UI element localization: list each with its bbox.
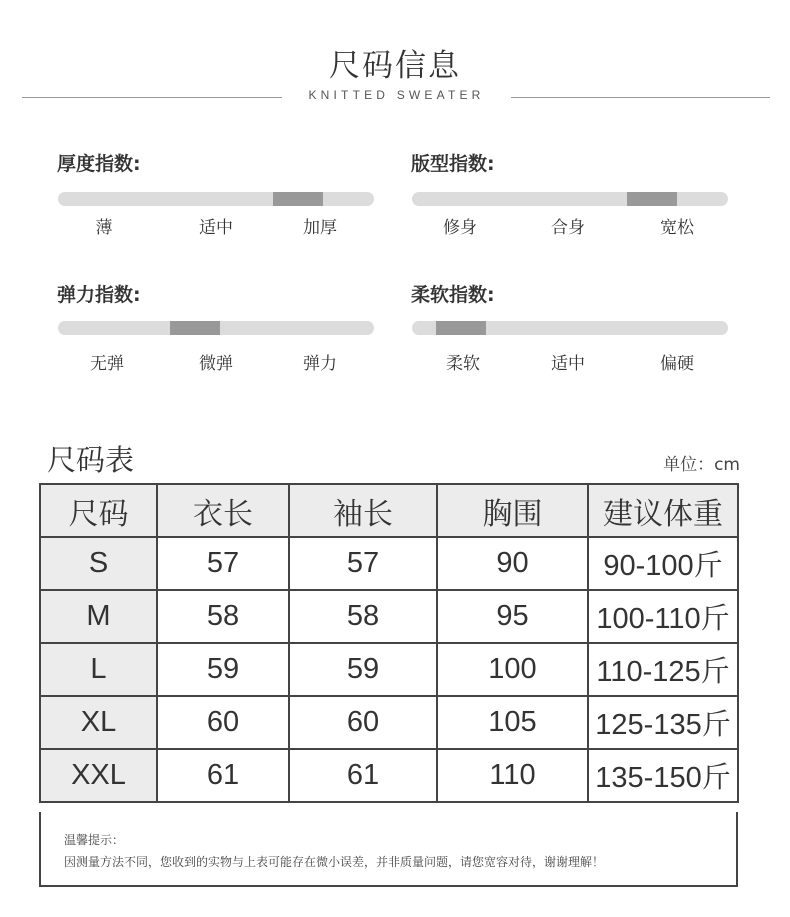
elasticity-track	[58, 321, 374, 335]
table-row	[40, 749, 738, 802]
fit-scale-mid: 合身	[551, 218, 585, 238]
thickness-track	[58, 192, 374, 206]
elasticity-scale-high: 弹力	[303, 354, 337, 374]
table-row	[40, 643, 738, 696]
fit-marker	[627, 192, 677, 206]
unit-label: 单位：cm	[663, 455, 740, 475]
fit-track	[412, 192, 728, 206]
cell-weight: 90-100斤	[588, 537, 738, 590]
cell-weight: 100-110斤	[588, 590, 738, 643]
cell-size: S	[40, 537, 157, 590]
divider-right	[511, 97, 770, 98]
cell-length: 58	[157, 590, 289, 643]
thickness-index-label: 厚度指数:	[57, 153, 141, 175]
cell-chest: 110	[437, 749, 588, 802]
cell-chest: 95	[437, 590, 588, 643]
cell-sleeve: 57	[289, 537, 437, 590]
cell-weight: 125-135斤	[588, 696, 738, 749]
tip-title: 温馨提示：	[64, 833, 125, 847]
cell-size: XXL	[40, 749, 157, 802]
table-header-row	[40, 484, 738, 537]
cell-chest: 90	[437, 537, 588, 590]
cell-size: XL	[40, 696, 157, 749]
cell-chest: 100	[437, 643, 588, 696]
elasticity-index-label: 弹力指数:	[57, 284, 141, 306]
cell-sleeve: 58	[289, 590, 437, 643]
tip-box	[39, 812, 738, 887]
cell-length: 60	[157, 696, 289, 749]
size-table	[39, 483, 739, 803]
softness-scale-high: 偏硬	[660, 354, 694, 374]
header-weight: 建议体重	[588, 484, 738, 537]
cell-size: M	[40, 590, 157, 643]
softness-scale-low: 柔软	[446, 354, 480, 374]
thickness-scale-high: 加厚	[303, 218, 337, 238]
thickness-scale-mid: 适中	[199, 218, 233, 238]
fit-scale-high: 宽松	[660, 218, 694, 238]
elasticity-scale-mid: 微弹	[199, 354, 233, 374]
cell-length: 61	[157, 749, 289, 802]
softness-track	[412, 321, 728, 335]
divider-left	[22, 97, 282, 98]
softness-marker	[436, 321, 486, 335]
cell-length: 59	[157, 643, 289, 696]
softness-index-label: 柔软指数:	[411, 284, 495, 306]
thickness-marker	[273, 192, 323, 206]
subtitle-row	[0, 87, 790, 107]
page-title: 尺码信息	[329, 48, 461, 84]
header-chest: 胸围	[437, 484, 588, 537]
table-row	[40, 590, 738, 643]
cell-sleeve: 61	[289, 749, 437, 802]
cell-weight: 135-150斤	[588, 749, 738, 802]
cell-sleeve: 60	[289, 696, 437, 749]
header-length: 衣长	[157, 484, 289, 537]
fit-index-label: 版型指数:	[411, 153, 495, 175]
thickness-scale-low: 薄	[95, 218, 113, 238]
cell-size: L	[40, 643, 157, 696]
fit-scale-low: 修身	[443, 218, 477, 238]
cell-sleeve: 59	[289, 643, 437, 696]
table-row	[40, 696, 738, 749]
size-table-title: 尺码表	[47, 443, 135, 477]
cell-weight: 110-125斤	[588, 643, 738, 696]
cell-chest: 105	[437, 696, 588, 749]
cell-length: 57	[157, 537, 289, 590]
softness-scale-mid: 适中	[551, 354, 585, 374]
subtitle: KNITTED SWEATER	[308, 88, 485, 102]
tip-text: 因测量方法不同，您收到的实物与上表可能存在微小误差，并非质量问题，请您宽容对待，谢谢理解！	[64, 855, 605, 869]
table-row	[40, 537, 738, 590]
elasticity-scale-low: 无弹	[90, 354, 124, 374]
header-sleeve: 袖长	[289, 484, 437, 537]
elasticity-marker	[170, 321, 220, 335]
header-size: 尺码	[40, 484, 157, 537]
